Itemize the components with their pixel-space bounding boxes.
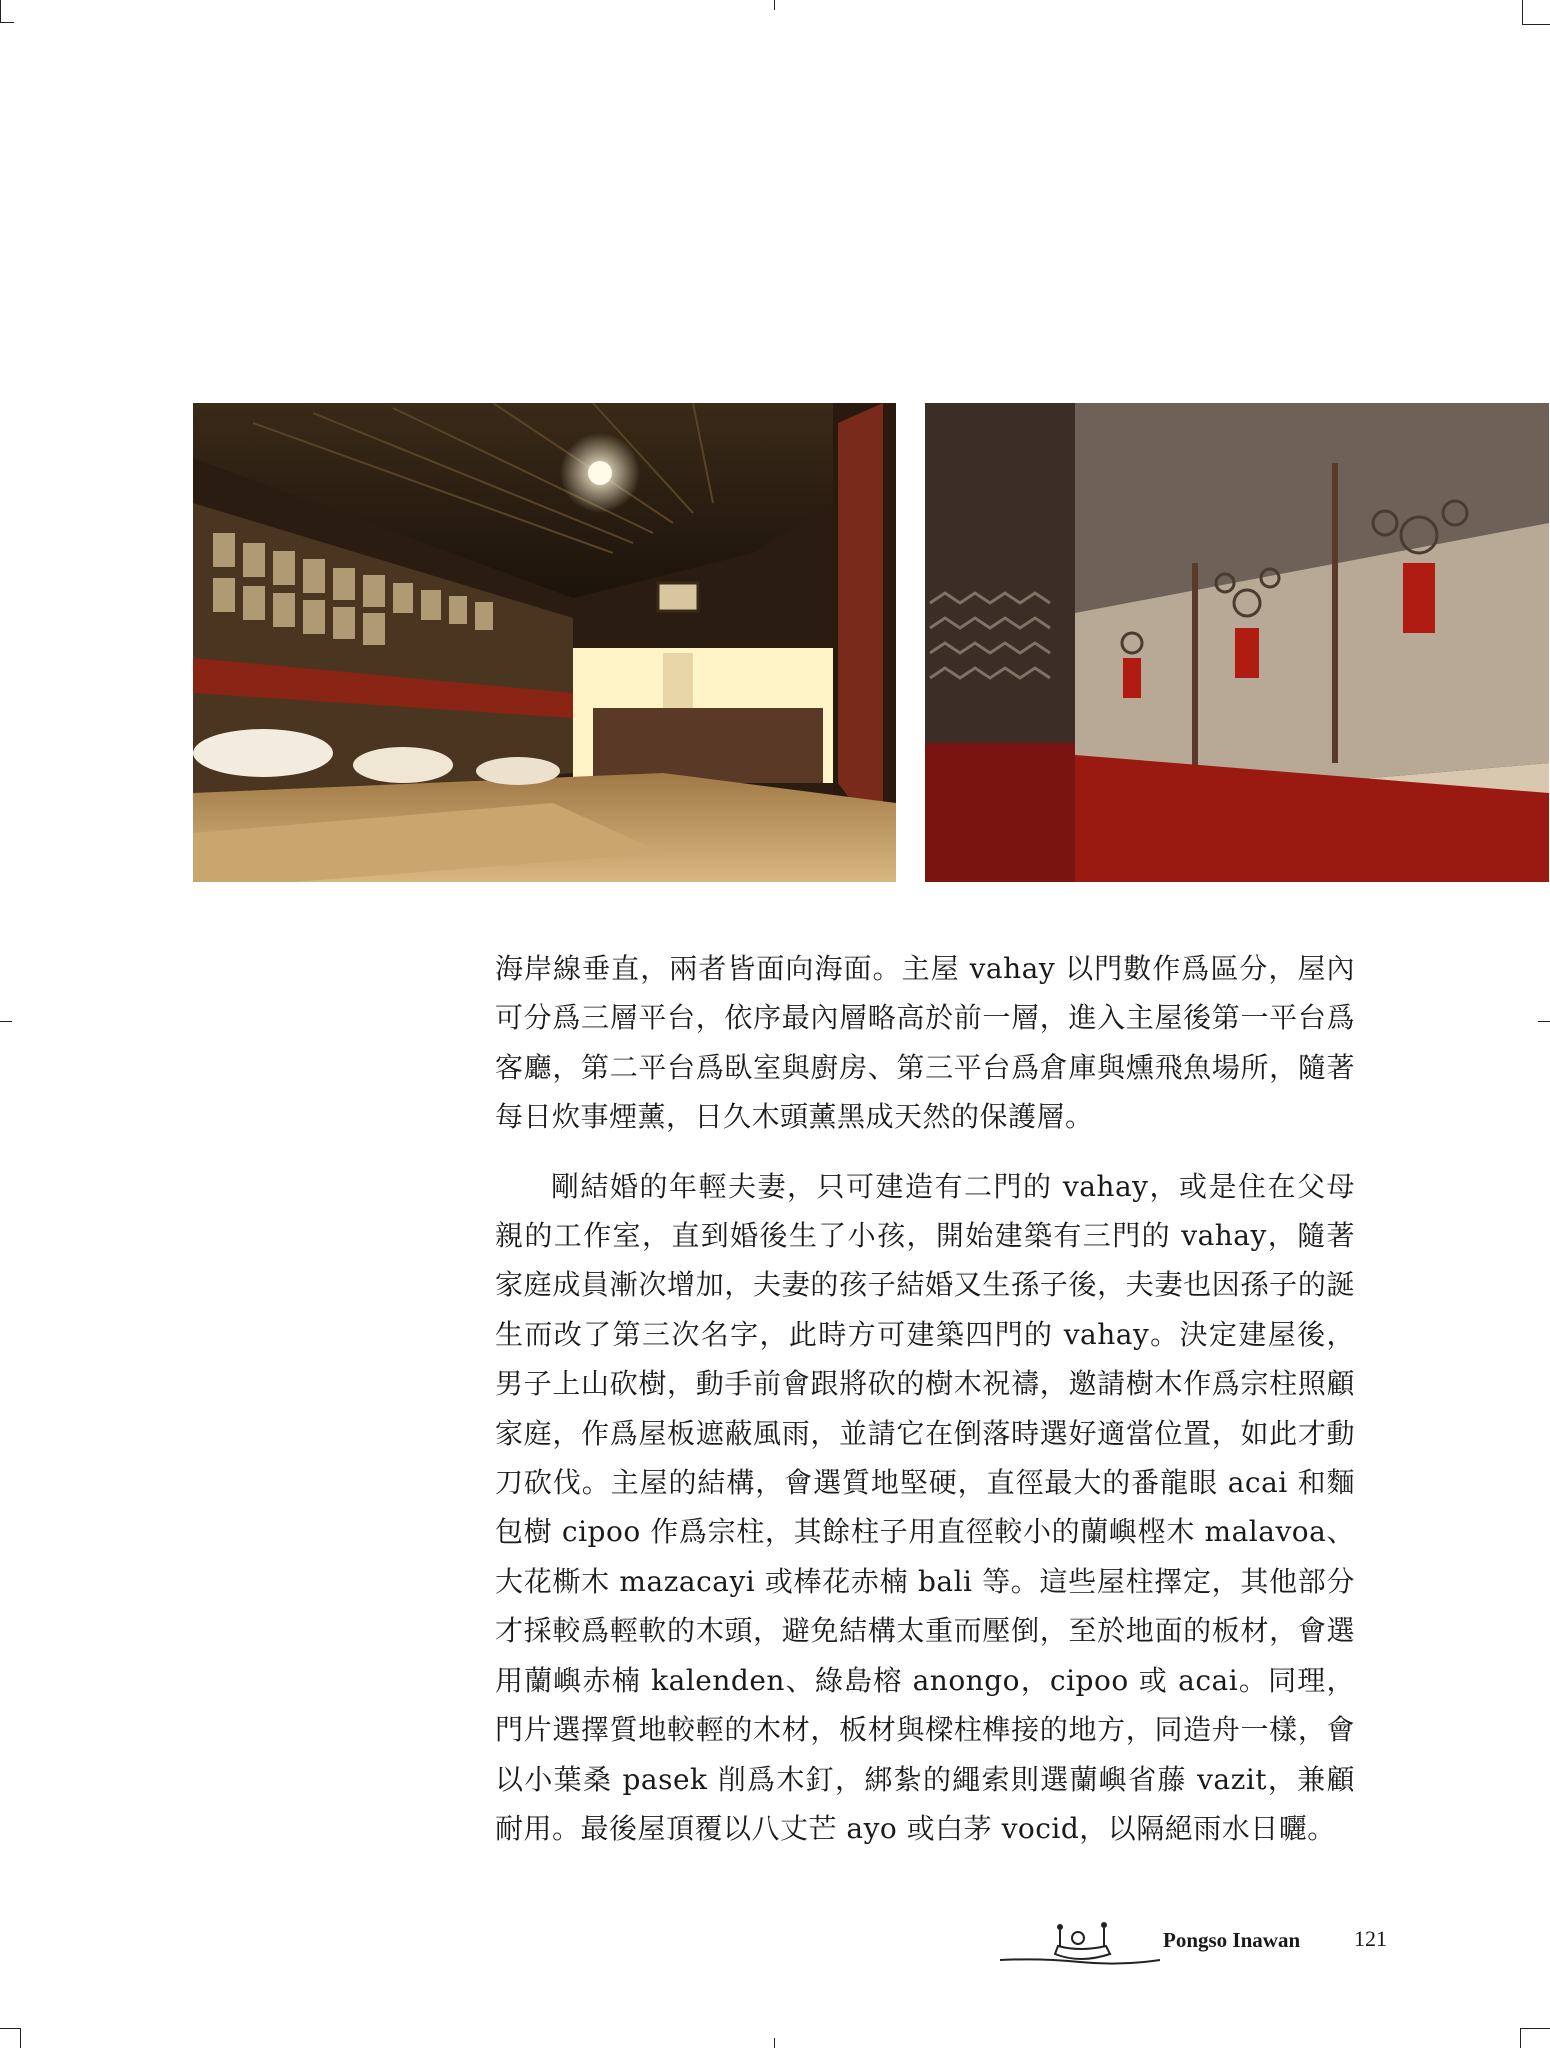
interior-room-photo [193, 403, 896, 882]
crop-mark [0, 2028, 20, 2029]
canoe-sketch-icon [1000, 1908, 1160, 1968]
crop-mark [1522, 0, 1523, 24]
crop-mark [0, 1021, 12, 1022]
crop-mark [1522, 24, 1550, 25]
crop-mark [0, 22, 14, 23]
crop-mark [20, 2028, 21, 2048]
crop-mark [1538, 1021, 1550, 1022]
crop-mark [1520, 2028, 1550, 2029]
crop-mark [774, 2038, 775, 2048]
body-text [495, 944, 1355, 1853]
crop-mark [774, 0, 775, 10]
body-paragraph: 海岸線垂直，兩者皆面向海面。主屋 vahay 以門數作爲區分，屋內可分爲三層平台，依序最內層略高於前一層，進入主屋後第一平台爲客廳，第二平台爲臥室與廚房、第三平台爲倉庫與燻飛魚場所，隨著每日炊事煙薰，日久木頭薰黑成天然的保護層。 [495, 952, 1355, 1134]
carved-wall-photo [925, 403, 1549, 882]
body-paragraph: 剛結婚的年輕夫妻，只可建造有二門的 vahay，或是住在父母親的工作室，直到婚後生了小孩，開始建築有三門的 vahay，隨著家庭成員漸次增加，夫妻的孩子結婚又生孫子後，夫妻也因孫子的誕生而改了第三次名字，此時方可建築四門的 vahay。決定建屋後，男子上山砍樹，動手前會跟將砍的樹木祝禱，邀請樹木作爲宗柱照顧家庭，作爲屋板遮蔽風雨，並請它在倒落時選好適當位置，如此才動刀砍伐。主屋的結構，會選質地堅硬，直徑最大的番龍眼 acai 和麵包樹 cipoo 作爲宗柱，其餘柱子用直徑較小的蘭嶼㭴木 malavoa、大花㯕木 mazacayi 或棒花赤楠 bali 等。這些屋柱擇定，其他部分才採較爲輕軟的木頭，避免結構太重而壓倒，至於地面的板材，會選用蘭嶼赤楠 kalenden、綠島榕 anongo，cipoo 或 acai。同理，門片選擇質地較輕的木材，板材與樑柱榫接的地方，同造舟一樣，會以小葉桑 pasek 削爲木釘，綁紮的繩索則選蘭嶼省藤 vazit，兼顧耐用。最後屋頂覆以八丈芒 ayo 或白茅 vocid，以隔絕雨水日曬。 [495, 1169, 1355, 1845]
crop-mark [0, 0, 1, 22]
page-number: 121 [1354, 1926, 1387, 1951]
footer-brand: Pongso Inawan [1163, 1928, 1301, 1952]
crop-mark [1520, 2028, 1521, 2048]
